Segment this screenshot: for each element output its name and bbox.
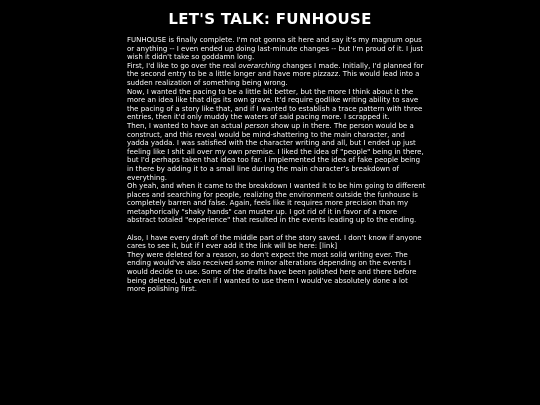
paragraph-text: Then, I wanted to have an actual <box>127 121 245 130</box>
body-paragraph <box>127 251 427 294</box>
paragraph-text: Oh yeah, and when it came to the breakdown I wanted it to be him going to different places and searching for people, realizing the environment outside the funhouse is completely barren and false. Again, feels like it requires more precision than my metaphorically "shaky hands" can muster up. I got rid of it in favor of a more abstract totaled "experience" that resulted in the events leading up to the ending. <box>127 182 426 225</box>
paragraph-text: First, I'd like to go over the real <box>127 61 239 70</box>
paragraph-text: Also, I have every draft of the middle part of the story saved. I don't know if anyone cares to see it, but if I ever add it the link will be here: [link] <box>127 233 422 251</box>
body-paragraph <box>127 182 427 225</box>
paragraph-text: They were deleted for a reason, so don't expect the most solid writing ever. The ending would've also received some minor alterations depending on the events I would decide to use. Some of the drafts have been polished here and there before being deleted, but even if I wanted to use them I would've absolutely done a lot more polishing first. <box>127 250 417 294</box>
body-paragraph <box>127 88 427 122</box>
post-body <box>127 36 427 294</box>
paragraph-gap <box>127 225 427 234</box>
post-title: LET'S TALK: FUNHOUSE <box>168 10 372 28</box>
emphasis-text: person <box>244 121 269 130</box>
paragraph-text: FUNHOUSE is finally complete. I'm not gonna sit here and say it's my magnum opus or anything -- I even ended up doing last-minute changes -- but I'm proud of it. I just wish it didn't take so goddamn long. <box>127 36 424 62</box>
body-paragraph <box>127 234 427 251</box>
paragraph-text: show up in there. The person would be a construct, and this reveal would be mind-shattering to the main character, and yadda yadda. I was satisfied with the character writing and all, but I ended up just feeling like I shit all over my own premise. I liked the idea of "people" being in there, but I'd perhaps taken that idea too far. I implemented the idea of fake people being in there by adding it to a small line during the main character's breakdown of everything. <box>127 121 424 182</box>
paragraph-text: Now, I wanted the pacing to be a little bit better, but the more I think about it the more an idea like that digs its own grave. It'd require godlike writing ability to save the pacing of a story like that, and if I wanted to establish a trace pattern with three entries, then it'd only muddy the waters of said pacing more. I scrapped it. <box>127 87 423 122</box>
body-paragraph <box>127 36 427 62</box>
body-paragraph <box>127 122 427 182</box>
emphasis-text: overarching <box>238 61 281 70</box>
body-paragraph <box>127 62 427 88</box>
paragraph-text: changes I made. Initially, I'd planned for the second entry to be a little longer and have more pizzazz. This would lead into a sudden realization of something being wrong. <box>127 61 424 87</box>
